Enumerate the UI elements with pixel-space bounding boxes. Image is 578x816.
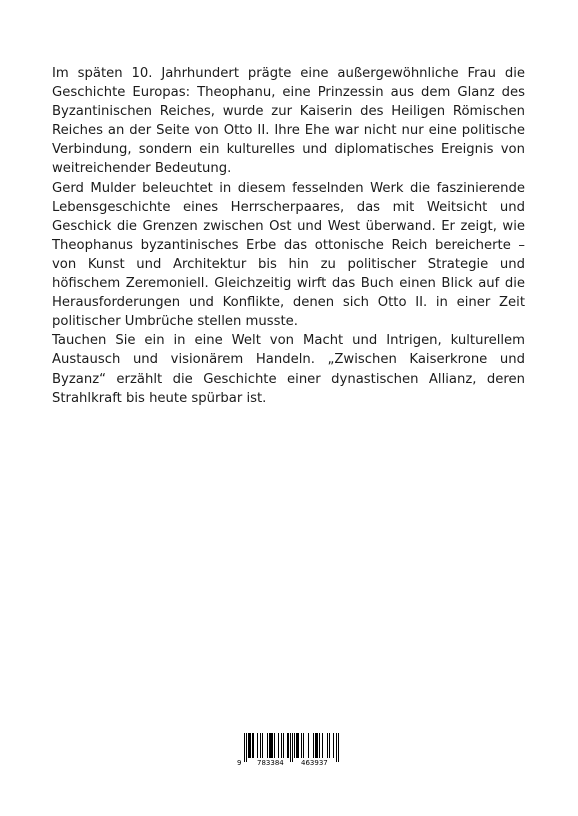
barcode-bar: [252, 733, 253, 758]
description-paragraph-2: Gerd Mulder beleuchtet in diesem fesselnden Werk die faszinierende Lebensgeschichte eines Herrscherpaares, das mit Weitsicht und Geschick die Grenzen zwischen Ost und West überwand. Er zeigt, wie Theophanus byzantinisches Erbe das ottonische Reich bereicherte – von Kunst und Architektur bis hin zu politischer Strategie und höfischem Zeremoniell. Gleichzeitig wirft das Buch einen Blick auf die Herausforderungen und Konflikte, denen sich Otto II. in einer Zeit politischer Umbrüche stellen musste.: [52, 180, 525, 330]
barcode-bar: [333, 733, 334, 758]
barcode-bar: [267, 733, 268, 758]
barcode-bar: [296, 733, 297, 758]
barcode-bar: [249, 733, 250, 758]
barcode-bar: [292, 733, 293, 762]
barcode-bar: [270, 733, 271, 758]
barcode-bar: [246, 733, 247, 762]
barcode-bar: [301, 733, 302, 758]
barcode-bar: [278, 733, 279, 758]
barcode-bar: [269, 733, 270, 758]
barcode-bar: [294, 733, 295, 758]
barcode-bar: [322, 733, 323, 758]
barcode-bar: [303, 733, 304, 758]
barcode-right-group: 463937: [301, 759, 328, 767]
description-paragraph-3: Tauchen Sie ein in eine Welt von Macht und Intrigen, kulturellem Austausch und visionärem Handeln. „Zwischen Kaiserkrone und Byzanz“ erzählt die Geschichte einer dynastischen Allianz, deren Strahlkraft bis heute spürbar ist.: [52, 333, 525, 406]
isbn-barcode: [236, 733, 342, 769]
barcode-bar: [315, 733, 316, 758]
barcode-bar: [288, 733, 289, 758]
barcode-bar: [329, 733, 330, 758]
barcode-bar: [248, 733, 249, 758]
barcode-bar: [257, 733, 258, 758]
barcode-bar: [316, 733, 317, 758]
barcode-bar: [274, 733, 275, 758]
barcode-bar: [313, 733, 314, 758]
barcode-bar: [338, 733, 339, 762]
barcode-bar: [260, 733, 261, 758]
barcode-bar: [297, 733, 298, 758]
barcode-prefix-digit: 9: [237, 759, 242, 767]
barcode-bar: [272, 733, 273, 758]
barcode-bar: [287, 733, 288, 758]
barcode-bar: [290, 733, 291, 762]
barcode-left-group: 783384: [257, 759, 284, 767]
barcode-bar: [271, 733, 272, 758]
barcode-bar: [253, 733, 254, 758]
barcode-bar: [298, 733, 299, 758]
barcode-bar: [262, 733, 263, 758]
barcode-bar: [317, 733, 318, 758]
barcode-bar: [244, 733, 245, 762]
barcode-bar: [281, 733, 282, 758]
barcode-bars-icon: [244, 733, 339, 762]
description-paragraph-1: Im späten 10. Jahrhundert prägte eine außergewöhnliche Frau die Geschichte Europas: Theophanu, eine Prinzessin aus dem Glanz des Byzantinischen Reiches, wurde zur Kaiserin des Heiligen Römischen Reiches an der Seite von Otto II. Ihre Ehe war nicht nur eine politische Verbindung, sondern ein kulturelles und diplomatisches Ereignis von weitreichender Bedeutung.: [52, 66, 525, 177]
barcode-bar: [336, 733, 337, 762]
back-cover-description: [52, 64, 525, 408]
barcode-bar: [308, 733, 309, 758]
barcode-bar: [319, 733, 320, 758]
barcode-bar: [327, 733, 328, 758]
barcode-bar: [250, 733, 251, 758]
barcode-bar: [283, 733, 284, 758]
